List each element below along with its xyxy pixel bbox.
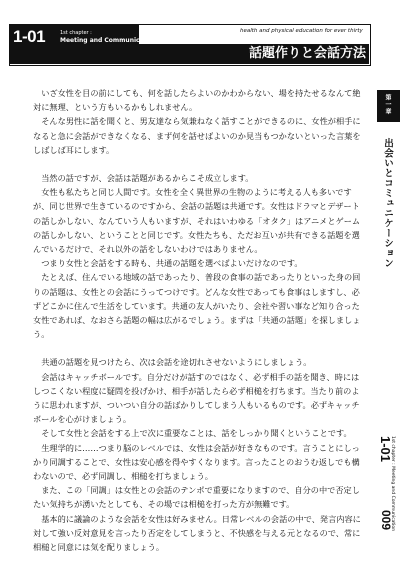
paragraph: そして女性と会話をする上で次に重要なことは、話をしっかり聞くということです。	[33, 428, 352, 439]
paragraph: 女性も私たちと同じ人間です。女性を全く異世界の生物のように考える人も多いですが、同じ世界で生きているのですから、会話の話題は共通です。女性はドラマとデザートの話しかしない、なんていう人もいますが、それはいわゆる「オタク」はアニメとゲームの話しかしない、ということと同じです。女性たちも、ただお互いが共有できる話題を選んでいるだけで、それ以外の話をしないわけではありません。	[33, 187, 361, 255]
chapter-tab-label: 第一章	[384, 94, 391, 115]
paragraph: 共通の話題を見つけたら、次は会話を途切れさせないようにしましょう。	[33, 357, 312, 368]
paragraph-gap	[33, 341, 363, 355]
paragraph: 当然の話ですが、会話は話題があるからこそ成立します。	[33, 173, 254, 184]
paragraph-gap	[33, 157, 363, 171]
paragraph: また、この「同調」は女性との会話のテンポで重要になりますので、自分の中で否定したい気持ちが湧いたとしても、その場では相槌を打った方が無難です。	[33, 485, 360, 510]
paragraph: つまり女性と会話をする時も、共通の話題を選べばよいだけなのです。	[33, 258, 303, 269]
chapter-title: Meeting and Communication	[60, 37, 157, 44]
side-chapter-title: 出会いとコミュニケーション	[382, 138, 393, 268]
paragraph: そんな男性に話を聞くと、男友達なら気兼ねなく話すことができるのに、女性が相手になると急に会話ができなくなる、まず何を話せばよいのか見当もつかないといった言葉をしばしば耳にします。	[33, 116, 361, 155]
paragraph: たとえば、住んでいる地域の話であったり、普段の食事の話であったりといった身の回りの話題は、女性との会話にうってつけです。どんな女性であっても食事はしますし、必ずどこかに住んで生活をしています。共通の友人がいたり、会社や習い事など知り合った女性であれば、なおさら話題の幅は広がるでしょう。まずは「共通の話題」を探しましょう。	[33, 272, 361, 340]
chapter-label: 1st chapter :	[60, 30, 92, 36]
section-number: 1-01	[13, 27, 46, 46]
paragraph: 基本的に議論のような会話を女性は好みません。日常レベルの会話の中で、発言内容に対して強い反対意見を言ったり否定をしてしまうと、不快感を与える元となるので、常に相槌と同意には気を配りましょう。	[33, 513, 361, 553]
page-title: 話題作りと会話方法	[248, 46, 366, 61]
page-number: 009	[379, 510, 393, 531]
side-chapter-label: 1st chapter : Meeting and Communication	[390, 436, 395, 532]
body-text	[33, 86, 363, 554]
side-section-number: 1-01	[378, 436, 393, 463]
paragraph: 会話はキャッチボールです。自分だけが話すのではなく、必ず相手の話を聞き、時にはしつこくない程度に疑問を投げかけ、相手が話したら必ず相槌を打ちます。当たり前のように思われますが、ついつい自分の話ばかりしてしまう人もいるものです。必ずキャッチボールを心がけましょう。	[33, 371, 360, 425]
tagline: health and physical education for ever thirty	[240, 28, 363, 34]
paragraph: 生理学的に……つまり脳のレベルでは、女性は会話が好きなものです。言うことにしっかり同調することで、女性は安心感を得やすくなります。言ったことのおうむ返しでも構わないので、必ず同調し、相槌を打ちましょう。	[33, 442, 360, 482]
paragraph: いざ女性を目の前にしても、何を話したらよいのかわからない、場を持たせるなんて絶対に無理、という方もいるかもしれません。	[33, 88, 361, 113]
